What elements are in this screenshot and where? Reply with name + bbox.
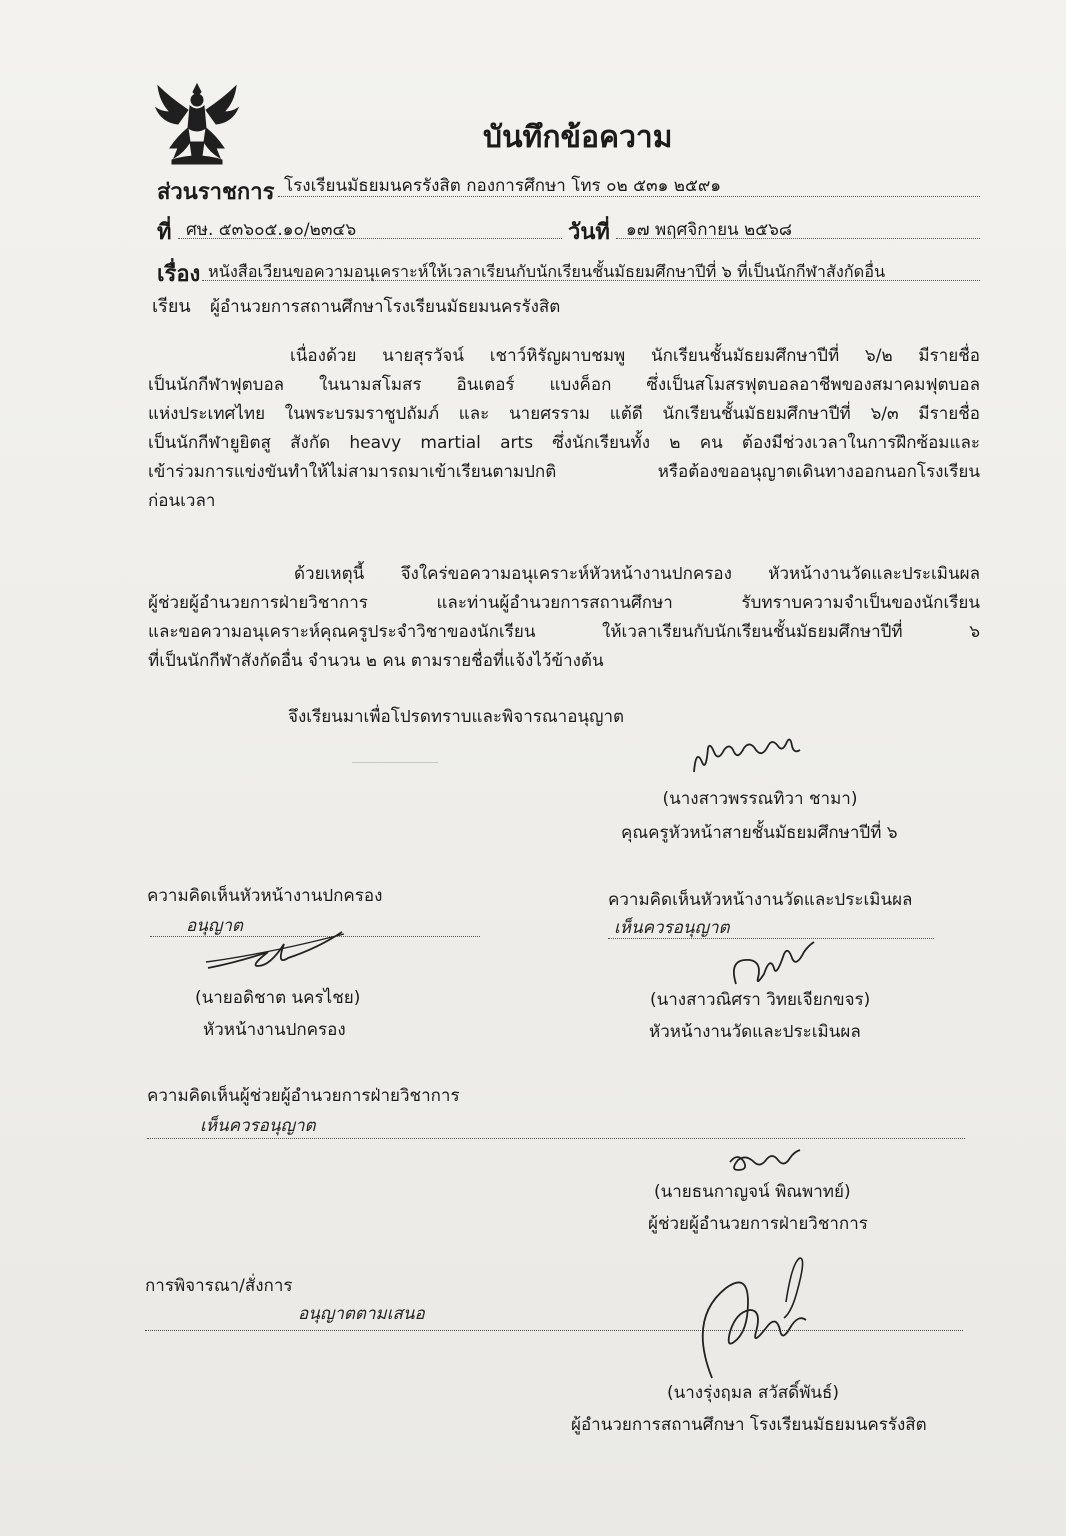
body-line: ด้วยเหตุนี้ จึงใคร่ขอความอนุเคราะห์หัวหน้างานปกครอง หัวหน้างานวัดและประเมินผล — [294, 564, 980, 584]
opinion-evaluation-handwritten: เห็นควรอนุญาต — [614, 918, 730, 938]
memo-title: บันทึกข้อความ — [483, 120, 673, 155]
opinion-academic-handwritten: เห็นควรอนุญาต — [200, 1116, 316, 1136]
body-paragraph-2 — [148, 560, 980, 676]
decision-line — [145, 1330, 963, 1331]
garuda-emblem-icon — [152, 80, 242, 166]
signer-name: (นางสาวพรรณทิวา ชามา) — [662, 789, 858, 809]
body-line: ก่อนเวลา — [148, 491, 216, 511]
opinion-academic-position: ผู้ช่วยผู้อำนวยการฝ่ายวิชาการ — [648, 1214, 868, 1234]
opinion-discipline-position: หัวหน้างานปกครอง — [203, 1020, 346, 1040]
signature-icon — [682, 1254, 822, 1384]
body-line: ผู้ช่วยผู้อำนวยการฝ่ายวิชาการ และท่านผู้อำนวยการสถานศึกษา รับทราบความจำเป็นของนักเรียน — [148, 593, 980, 613]
decision-position: ผู้อำนวยการสถานศึกษา โรงเรียนมัธยมนครรังสิต — [571, 1415, 927, 1435]
signature-icon — [688, 740, 828, 780]
opinion-evaluation-position: หัวหน้างานวัดและประเมินผล — [649, 1022, 861, 1042]
body-line: และขอความอนุเคราะห์คุณครูประจำวิชาของนักเรียน ให้เวลาเรียนกับนักเรียนชั้นมัธยมศึกษาปีที่ ๖ — [148, 622, 980, 642]
ref-label: ที่ — [157, 220, 172, 245]
body-line: ที่เป็นนักกีฬาสังกัดอื่น จำนวน ๒ คน ตามรายชื่อที่แจ้งไว้ข้างต้น — [148, 651, 604, 671]
opinion-evaluation-label: ความคิดเห็นหัวหน้างานวัดและประเมินผล — [608, 890, 913, 910]
opinion-academic-name: (นายธนกาญจน์ พิณพาทย์) — [654, 1182, 851, 1202]
opinion-academic-label: ความคิดเห็นผู้ช่วยผู้อำนวยการฝ่ายวิชาการ — [147, 1086, 460, 1106]
body-line: แห่งประเทศไทย ในพระบรมราชูปถัมภ์ และ นายศรราม แต้ดี นักเรียนชั้นมัธยมศึกษาปีที่ ๖/๓ มีรายชื่อ — [148, 404, 980, 424]
decision-handwritten: อนุญาตตามเสนอ — [298, 1304, 425, 1324]
decision-label: การพิจารณา/สั่งการ — [145, 1276, 293, 1296]
agency-value: โรงเรียนมัธยมนครรังสิต กองการศึกษา โทร ๐๒ ๕๓๑ ๒๕๙๑ — [284, 176, 722, 196]
body-line: เนื่องด้วย นายสุรวัจน์ เชาว์หิรัญผาบชมพู นักเรียนชั้นมัธยมศึกษาปีที่ ๖/๒ มีรายชื่อ — [290, 346, 980, 366]
signature-icon — [722, 940, 852, 990]
faint-rule — [352, 762, 438, 763]
signature-icon — [726, 1150, 816, 1176]
to-label: เรียน — [152, 296, 191, 317]
opinion-discipline-handwritten: อนุญาต — [186, 916, 243, 936]
body-line: เป็นนักกีฬาฟุตบอล ในนามสโมสร อินเตอร์ แบงค็อก ซึ่งเป็นสโมสรฟุตบอลอาชีพของสมาคมฟุตบอล — [148, 375, 980, 395]
subject-value: หนังสือเวียนขอความอนุเคราะห์ให้เวลาเรียนกับนักเรียนชั้นมัธยมศึกษาปีที่ ๖ ที่เป็นนักกีฬาสังกัดอื่น — [208, 262, 886, 281]
decision-name: (นางรุ่งฤมล สวัสดิ์พันธ์) — [667, 1383, 840, 1403]
closing-text: จึงเรียนมาเพื่อโปรดทราบและพิจารณาอนุญาต — [288, 707, 625, 727]
subject-label: เรื่อง — [157, 262, 201, 287]
agency-label: ส่วนราชการ — [157, 180, 275, 205]
opinion-discipline-name: (นายอดิชาต นครไชย) — [195, 988, 361, 1008]
ref-value: ศษ. ๕๓๖๐๕.๑๐/๒๓๔๖ — [186, 220, 357, 240]
body-line: เป็นนักกีฬายูยิตสู สังกัด heavy martial arts ซึ่งนักเรียนทั้ง ๒ คน ต้องมีช่วงเวลาในการฝึกซ้อมและ — [148, 433, 980, 453]
opinion-evaluation-name: (นางสาวณิศรา วิทยเจียกขจร) — [650, 990, 871, 1010]
date-value: ๑๗ พฤศจิกายน ๒๕๖๘ — [626, 220, 793, 240]
to-value: ผู้อำนวยการสถานศึกษาโรงเรียนมัธยมนครรังสิต — [210, 297, 561, 317]
opinion-discipline-label: ความคิดเห็นหัวหน้างานปกครอง — [147, 886, 383, 906]
body-paragraph-1 — [148, 342, 980, 516]
signature-icon — [204, 932, 346, 974]
body-line: เข้าร่วมการแข่งขันทำให้ไม่สามารถมาเข้าเรียนตามปกติ หรือต้องขออนุญาตเดินทางออกนอกโรงเรียน — [148, 462, 980, 482]
date-label: วันที่ — [568, 220, 610, 245]
signer-position: คุณครูหัวหน้าสายชั้นมัธยมศึกษาปีที่ ๖ — [621, 823, 898, 843]
